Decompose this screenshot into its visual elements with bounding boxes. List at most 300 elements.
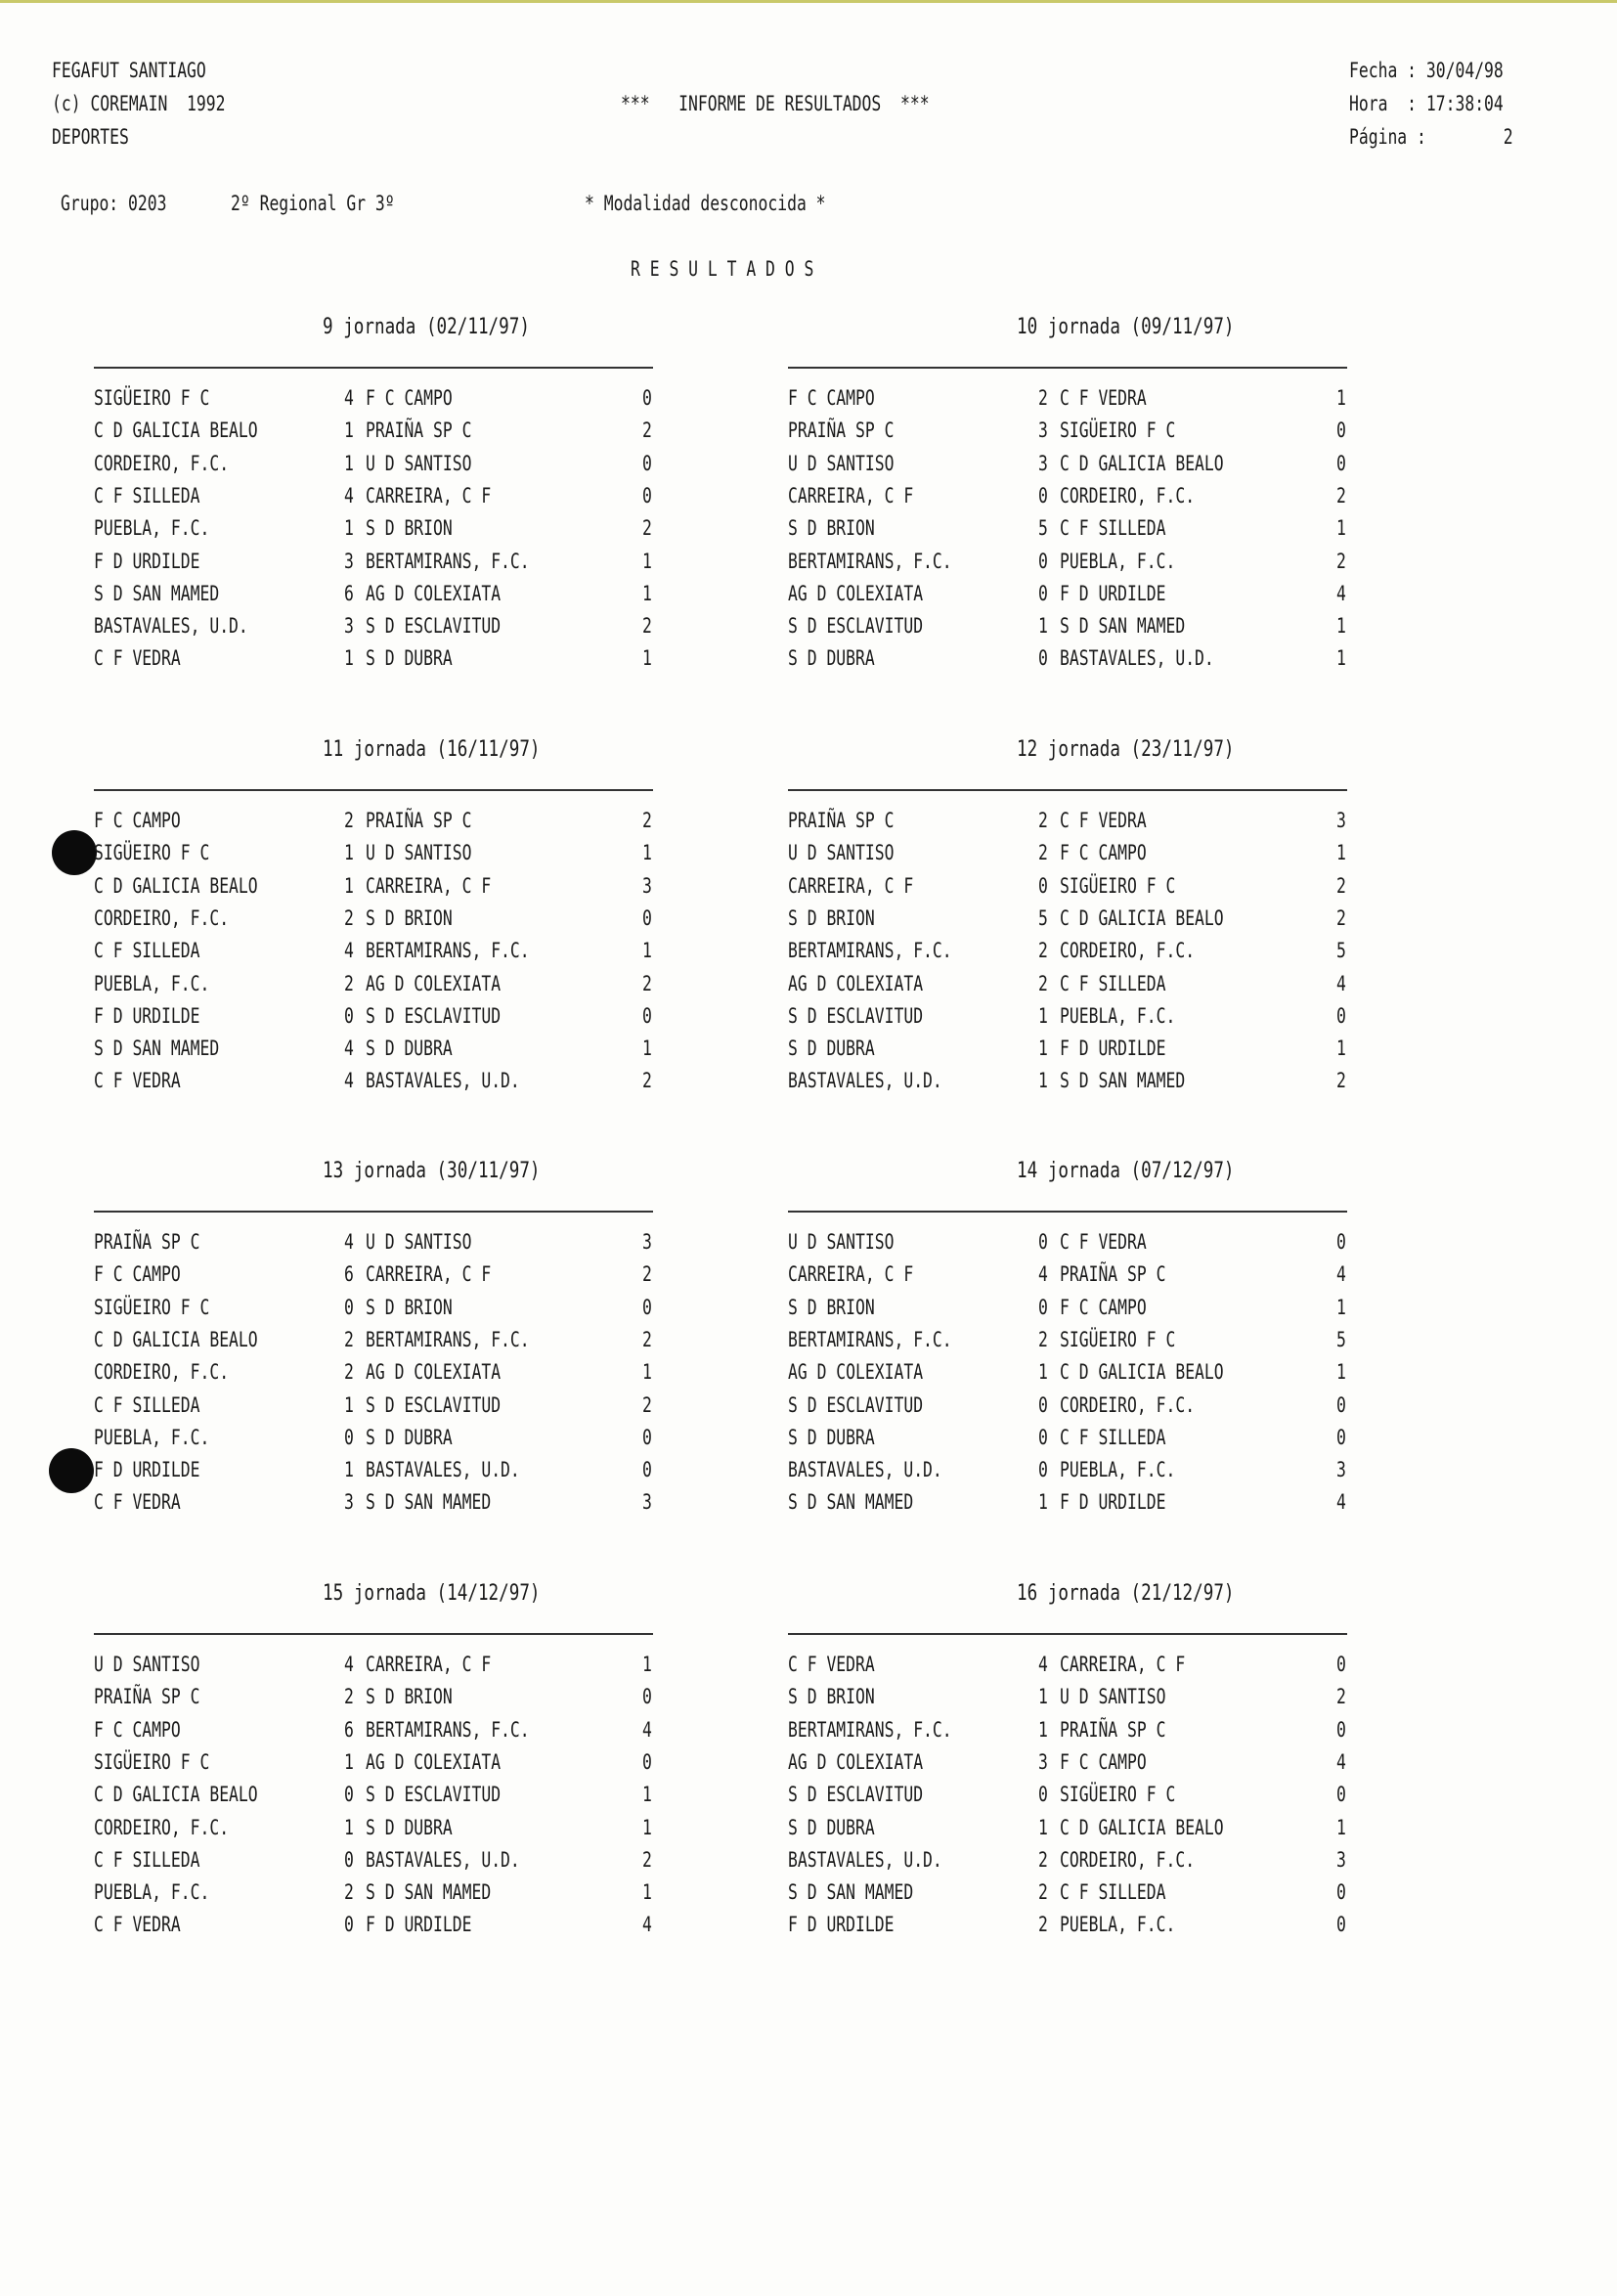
match-row	[788, 1292, 1355, 1324]
away-team: U D SANTISO	[1060, 1685, 1166, 1709]
home-team: SIGÜEIRO F C	[94, 1749, 210, 1774]
match-row	[788, 1779, 1355, 1811]
away-goals: 1	[642, 1037, 652, 1061]
report-time: Hora : 17:38:04	[1349, 92, 1504, 115]
home-team: CARREIRA, C F	[788, 1262, 914, 1287]
away-team: C D GALICIA BEALO	[1060, 905, 1224, 930]
home-goals: 1	[344, 841, 354, 865]
home-team: BERTAMIRANS, F.C.	[788, 1717, 952, 1742]
home-team: CARREIRA, C F	[788, 483, 914, 508]
away-team: SIGÜEIRO F C	[1060, 1783, 1176, 1807]
home-goals: 1	[344, 451, 354, 475]
away-goals: 3	[642, 873, 652, 898]
match-row	[788, 1844, 1355, 1877]
home-goals: 1	[1038, 1685, 1048, 1709]
away-team: S D DUBRA	[366, 1815, 453, 1839]
match-row	[94, 480, 661, 512]
away-goals: 0	[1336, 1880, 1346, 1905]
away-team: S D BRION	[366, 516, 453, 541]
away-team: S D BRION	[366, 1295, 453, 1319]
group-modality: * Modalidad desconocida *	[585, 192, 826, 215]
home-team: S D ESCLAVITUD	[788, 1783, 924, 1807]
home-goals: 1	[1038, 1717, 1048, 1742]
away-goals: 2	[1336, 1685, 1346, 1709]
match-row	[94, 1292, 661, 1324]
home-team: BASTAVALES, U.D.	[788, 1458, 942, 1482]
home-goals: 4	[1038, 1262, 1048, 1287]
home-team: S D SAN MAMED	[788, 1490, 914, 1515]
away-goals: 1	[642, 1815, 652, 1839]
home-goals: 0	[1038, 549, 1048, 573]
home-team: S D SAN MAMED	[94, 581, 220, 605]
away-goals: 4	[1336, 971, 1346, 995]
home-team: AG D COLEXIATA	[788, 971, 924, 995]
away-team: AG D COLEXIATA	[366, 1749, 502, 1774]
away-goals: 1	[642, 581, 652, 605]
away-team: U D SANTISO	[366, 841, 472, 865]
away-team: PUEBLA, F.C.	[1060, 1003, 1176, 1028]
home-goals: 3	[344, 614, 354, 639]
away-goals: 2	[642, 614, 652, 639]
home-team: F D URDILDE	[94, 1458, 200, 1482]
home-goals: 0	[1038, 1783, 1048, 1807]
away-goals: 3	[642, 1490, 652, 1515]
report-date: Fecha : 30/04/98	[1349, 59, 1504, 82]
away-goals: 0	[1336, 1230, 1346, 1254]
match-row	[94, 1746, 661, 1779]
home-goals: 0	[344, 1783, 354, 1807]
org-name: FEGAFUT SANTIAGO	[52, 59, 206, 82]
home-team: F D URDILDE	[788, 1913, 895, 1937]
home-team: BASTAVALES, U.D.	[788, 1069, 942, 1093]
match-row	[788, 1324, 1355, 1356]
home-team: C D GALICIA BEALO	[94, 1327, 258, 1351]
match-row	[788, 448, 1355, 480]
home-goals: 1	[344, 1392, 354, 1417]
away-team: BERTAMIRANS, F.C.	[366, 1327, 530, 1351]
match-row	[94, 448, 661, 480]
away-team: PRAIÑA SP C	[366, 809, 472, 832]
match-row	[788, 837, 1355, 869]
away-team: S D ESCLAVITUD	[366, 1392, 502, 1417]
round-title: 14 jornada (07/12/97)	[1017, 1159, 1235, 1183]
home-goals: 1	[344, 1815, 354, 1839]
home-team: F D URDILDE	[94, 549, 200, 573]
home-goals: 0	[1038, 1458, 1048, 1482]
home-team: U D SANTISO	[788, 841, 895, 865]
home-team: AG D COLEXIATA	[788, 1360, 924, 1385]
away-team: C F VEDRA	[1060, 809, 1147, 832]
match-row	[94, 968, 661, 1000]
home-goals: 2	[1038, 809, 1048, 832]
away-team: CORDEIRO, F.C.	[1060, 483, 1196, 508]
match-row	[94, 1356, 661, 1389]
home-team: F D URDILDE	[94, 1003, 200, 1028]
round-title: 11 jornada (16/11/97)	[323, 737, 541, 762]
home-team: C F VEDRA	[94, 1913, 181, 1937]
home-goals: 0	[344, 1295, 354, 1319]
match-row	[94, 578, 661, 610]
away-goals: 1	[1336, 841, 1346, 865]
home-goals: 2	[344, 809, 354, 832]
home-team: U D SANTISO	[788, 451, 895, 475]
group-category: 2º Regional Gr 3º	[231, 192, 395, 215]
away-team: S D ESCLAVITUD	[366, 1003, 502, 1028]
away-goals: 0	[1336, 419, 1346, 443]
away-goals: 0	[1336, 1913, 1346, 1937]
home-goals: 2	[1038, 971, 1048, 995]
away-team: CORDEIRO, F.C.	[1060, 939, 1196, 963]
home-goals: 1	[1038, 1003, 1048, 1028]
home-team: BERTAMIRANS, F.C.	[788, 939, 952, 963]
away-team: F D URDILDE	[1060, 581, 1166, 605]
match-row	[788, 1258, 1355, 1291]
home-goals: 3	[344, 1490, 354, 1515]
home-team: F C CAMPO	[94, 1262, 181, 1287]
home-team: PRAIÑA SP C	[94, 1685, 200, 1709]
match-row	[788, 1812, 1355, 1844]
away-goals: 1	[1336, 614, 1346, 639]
home-team: S D SAN MAMED	[94, 1037, 220, 1061]
home-goals: 3	[1038, 1749, 1048, 1774]
home-goals: 0	[1038, 581, 1048, 605]
home-team: F C CAMPO	[788, 386, 875, 410]
home-goals: 4	[1038, 1653, 1048, 1676]
home-goals: 4	[344, 939, 354, 963]
round-title: 9 jornada (02/11/97)	[323, 315, 530, 339]
copyright: (c) COREMAIN 1992	[52, 92, 226, 115]
match-row	[94, 1065, 661, 1097]
away-goals: 4	[1336, 1749, 1346, 1774]
match-row	[788, 642, 1355, 675]
away-team: S D SAN MAMED	[366, 1490, 492, 1515]
away-team: CARREIRA, C F	[1060, 1653, 1186, 1676]
home-goals: 1	[1038, 1069, 1048, 1093]
home-goals: 3	[344, 549, 354, 573]
home-goals: 0	[1038, 1425, 1048, 1449]
away-team: C F SILLEDA	[1060, 1425, 1166, 1449]
home-team: C F SILLEDA	[94, 939, 200, 963]
home-team: PRAIÑA SP C	[788, 809, 895, 832]
home-team: C F VEDRA	[94, 1490, 181, 1515]
away-goals: 2	[642, 1847, 652, 1872]
away-team: BASTAVALES, U.D.	[366, 1847, 520, 1872]
away-goals: 0	[1336, 1003, 1346, 1028]
away-team: S D SAN MAMED	[1060, 1069, 1186, 1093]
match-row	[94, 1033, 661, 1065]
match-row	[788, 415, 1355, 447]
home-goals: 1	[1038, 614, 1048, 639]
match-row	[788, 870, 1355, 903]
away-goals: 4	[1336, 1490, 1346, 1515]
match-row	[788, 805, 1355, 837]
away-goals: 2	[642, 809, 652, 832]
match-row	[788, 1486, 1355, 1519]
away-goals: 2	[642, 1392, 652, 1417]
home-team: SIGÜEIRO F C	[94, 1295, 210, 1319]
away-team: PRAIÑA SP C	[366, 419, 472, 443]
home-goals: 3	[1038, 419, 1048, 443]
home-goals: 0	[344, 1425, 354, 1449]
away-goals: 5	[1336, 939, 1346, 963]
home-team: F C CAMPO	[94, 809, 181, 832]
home-goals: 1	[1038, 1037, 1048, 1061]
home-team: C F SILLEDA	[94, 1847, 200, 1872]
round-title: 12 jornada (23/11/97)	[1017, 737, 1235, 762]
away-team: SIGÜEIRO F C	[1060, 419, 1176, 443]
department: DEPORTES	[52, 125, 129, 149]
home-team: S D ESCLAVITUD	[788, 614, 924, 639]
match-row	[788, 968, 1355, 1000]
home-team: AG D COLEXIATA	[788, 1749, 924, 1774]
away-goals: 2	[1336, 873, 1346, 898]
home-goals: 0	[344, 1847, 354, 1872]
match-row	[788, 1422, 1355, 1454]
home-team: C D GALICIA BEALO	[94, 1783, 258, 1807]
home-goals: 0	[344, 1003, 354, 1028]
match-row	[94, 1779, 661, 1811]
home-goals: 4	[344, 1230, 354, 1254]
away-team: BERTAMIRANS, F.C.	[366, 1717, 530, 1742]
away-goals: 1	[1336, 646, 1346, 671]
away-goals: 2	[642, 1327, 652, 1351]
away-goals: 0	[1336, 1717, 1346, 1742]
match-row	[94, 1324, 661, 1356]
home-team: C D GALICIA BEALO	[94, 419, 258, 443]
away-goals: 2	[642, 516, 652, 541]
match-row	[788, 1033, 1355, 1065]
home-team: U D SANTISO	[94, 1653, 200, 1676]
home-team: S D SAN MAMED	[788, 1880, 914, 1905]
home-goals: 2	[1038, 1913, 1048, 1937]
home-goals: 1	[344, 873, 354, 898]
away-goals: 1	[1336, 516, 1346, 541]
home-goals: 2	[1038, 841, 1048, 865]
match-row	[94, 837, 661, 869]
home-team: S D DUBRA	[788, 646, 875, 671]
home-team: C F VEDRA	[788, 1653, 875, 1676]
home-team: C F VEDRA	[94, 646, 181, 671]
away-team: S D SAN MAMED	[1060, 614, 1186, 639]
away-goals: 1	[642, 939, 652, 963]
match-row	[94, 1258, 661, 1291]
match-row	[94, 1812, 661, 1844]
round-divider	[788, 789, 1347, 791]
away-team: PUEBLA, F.C.	[1060, 1458, 1176, 1482]
away-team: CARREIRA, C F	[366, 1262, 492, 1287]
home-goals: 0	[1038, 873, 1048, 898]
away-team: S D ESCLAVITUD	[366, 1783, 502, 1807]
round-title: 15 jornada (14/12/97)	[323, 1581, 541, 1606]
away-goals: 0	[642, 1295, 652, 1319]
home-team: S D DUBRA	[788, 1425, 875, 1449]
away-team: S D BRION	[366, 1685, 453, 1709]
binder-hole	[52, 830, 97, 875]
match-row	[788, 1065, 1355, 1097]
away-goals: 1	[1336, 1360, 1346, 1385]
home-team: S D DUBRA	[788, 1815, 875, 1839]
away-team: U D SANTISO	[366, 451, 472, 475]
home-goals: 2	[1038, 939, 1048, 963]
away-goals: 0	[642, 451, 652, 475]
match-row	[788, 1714, 1355, 1746]
match-row	[94, 1681, 661, 1713]
home-goals: 4	[344, 386, 354, 410]
away-team: C D GALICIA BEALO	[1060, 451, 1224, 475]
match-row	[788, 512, 1355, 545]
home-team: S D BRION	[788, 905, 875, 930]
round-title: 16 jornada (21/12/97)	[1017, 1581, 1235, 1606]
away-goals: 4	[642, 1717, 652, 1742]
away-team: F D URDILDE	[1060, 1490, 1166, 1515]
home-team: CORDEIRO, F.C.	[94, 905, 230, 930]
match-row	[94, 1844, 661, 1877]
away-goals: 1	[1336, 1295, 1346, 1319]
match-row	[788, 382, 1355, 415]
home-team: S D ESCLAVITUD	[788, 1003, 924, 1028]
match-row	[94, 415, 661, 447]
match-row	[788, 1390, 1355, 1422]
away-team: C F SILLEDA	[1060, 1880, 1166, 1905]
home-team: BASTAVALES, U.D.	[94, 614, 248, 639]
match-row	[788, 1454, 1355, 1486]
home-team: S D BRION	[788, 1685, 875, 1709]
match-row	[788, 1681, 1355, 1713]
home-team: S D BRION	[788, 516, 875, 541]
home-goals: 4	[344, 1069, 354, 1093]
away-goals: 1	[1336, 1037, 1346, 1061]
away-goals: 4	[1336, 1262, 1346, 1287]
binder-hole	[49, 1448, 94, 1493]
home-goals: 5	[1038, 905, 1048, 930]
home-goals: 4	[344, 1653, 354, 1676]
away-team: S D ESCLAVITUD	[366, 614, 502, 639]
home-team: SIGÜEIRO F C	[94, 386, 210, 410]
away-goals: 0	[642, 1749, 652, 1774]
home-goals: 1	[344, 516, 354, 541]
away-team: F C CAMPO	[366, 386, 453, 410]
away-goals: 0	[642, 1458, 652, 1482]
home-goals: 2	[344, 1880, 354, 1905]
home-goals: 1	[344, 419, 354, 443]
home-team: PUEBLA, F.C.	[94, 1425, 210, 1449]
home-team: SIGÜEIRO F C	[94, 841, 210, 865]
away-team: CORDEIRO, F.C.	[1060, 1847, 1196, 1872]
away-team: SIGÜEIRO F C	[1060, 873, 1176, 898]
away-team: C F VEDRA	[1060, 1230, 1147, 1254]
home-goals: 6	[344, 1717, 354, 1742]
away-team: CARREIRA, C F	[366, 1653, 492, 1676]
away-goals: 0	[1336, 1653, 1346, 1676]
match-row	[94, 1000, 661, 1033]
match-row	[94, 1909, 661, 1941]
round-divider	[788, 1633, 1347, 1635]
away-team: BASTAVALES, U.D.	[366, 1458, 520, 1482]
home-team: PUEBLA, F.C.	[94, 971, 210, 995]
home-goals: 0	[1038, 483, 1048, 508]
away-goals: 1	[642, 1783, 652, 1807]
match-row	[94, 1649, 661, 1681]
home-goals: 1	[344, 1458, 354, 1482]
away-team: BASTAVALES, U.D.	[366, 1069, 520, 1093]
away-team: PRAIÑA SP C	[1060, 1262, 1166, 1287]
away-goals: 1	[1336, 386, 1346, 410]
away-goals: 2	[1336, 905, 1346, 930]
home-team: S D BRION	[788, 1295, 875, 1319]
match-row	[788, 1909, 1355, 1941]
match-row	[788, 1356, 1355, 1389]
round-divider	[788, 1211, 1347, 1213]
away-goals: 3	[642, 1230, 652, 1254]
home-team: C D GALICIA BEALO	[94, 873, 258, 898]
home-goals: 4	[344, 1037, 354, 1061]
match-row	[788, 578, 1355, 610]
match-row	[788, 935, 1355, 967]
away-goals: 2	[642, 419, 652, 443]
away-goals: 1	[642, 1880, 652, 1905]
match-row	[788, 480, 1355, 512]
home-goals: 1	[344, 646, 354, 671]
away-goals: 0	[642, 1685, 652, 1709]
away-goals: 2	[642, 971, 652, 995]
away-team: S D DUBRA	[366, 646, 453, 671]
away-goals: 2	[1336, 483, 1346, 508]
round-divider	[788, 367, 1347, 369]
round-title: 10 jornada (09/11/97)	[1017, 315, 1235, 339]
page-number: Página : 2	[1349, 125, 1513, 149]
match-row	[788, 1649, 1355, 1681]
match-row	[94, 1226, 661, 1258]
home-team: PUEBLA, F.C.	[94, 1880, 210, 1905]
home-goals: 2	[344, 1685, 354, 1709]
away-goals: 2	[642, 1262, 652, 1287]
away-goals: 2	[642, 1069, 652, 1093]
away-team: BERTAMIRANS, F.C.	[366, 549, 530, 573]
home-goals: 6	[344, 581, 354, 605]
home-goals: 0	[1038, 646, 1048, 671]
away-team: F D URDILDE	[1060, 1037, 1166, 1061]
away-team: S D BRION	[366, 905, 453, 930]
away-team: PRAIÑA SP C	[1060, 1717, 1166, 1742]
home-goals: 6	[344, 1262, 354, 1287]
away-team: SIGÜEIRO F C	[1060, 1327, 1176, 1351]
away-goals: 0	[642, 386, 652, 410]
round-divider	[94, 367, 653, 369]
match-row	[94, 1390, 661, 1422]
away-goals: 5	[1336, 1327, 1346, 1351]
round-divider	[94, 789, 653, 791]
away-goals: 1	[642, 1653, 652, 1676]
away-goals: 0	[642, 1003, 652, 1028]
home-goals: 2	[1038, 1327, 1048, 1351]
match-row	[94, 1486, 661, 1519]
match-row	[788, 903, 1355, 935]
away-team: F C CAMPO	[1060, 1749, 1147, 1774]
away-goals: 3	[1336, 1847, 1346, 1872]
away-goals: 0	[1336, 451, 1346, 475]
home-goals: 0	[344, 1913, 354, 1937]
away-team: C D GALICIA BEALO	[1060, 1360, 1224, 1385]
home-goals: 2	[344, 1327, 354, 1351]
away-goals: 4	[1336, 581, 1346, 605]
home-team: PRAIÑA SP C	[788, 419, 895, 443]
home-team: U D SANTISO	[788, 1230, 895, 1254]
home-goals: 2	[344, 971, 354, 995]
match-row	[94, 546, 661, 578]
away-team: S D SAN MAMED	[366, 1880, 492, 1905]
away-goals: 4	[642, 1913, 652, 1937]
away-team: S D DUBRA	[366, 1425, 453, 1449]
